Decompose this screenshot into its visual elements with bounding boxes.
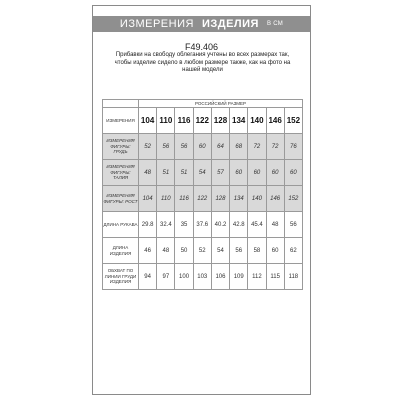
value-cell: 54 xyxy=(193,160,211,186)
table-row xyxy=(103,264,303,290)
table-row xyxy=(103,238,303,264)
value-cell: 60 xyxy=(230,160,248,186)
value-cell: 45.4 xyxy=(248,212,266,238)
value-cell: 122 xyxy=(193,186,211,212)
value-cell: 48 xyxy=(157,238,175,264)
value-cell: 58 xyxy=(248,238,266,264)
value-cell: 42.8 xyxy=(230,212,248,238)
table-row xyxy=(103,186,303,212)
value-cell: 50 xyxy=(175,238,193,264)
value-cell: 112 xyxy=(248,264,266,290)
value-cell: 103 xyxy=(193,264,211,290)
title-product: ИЗДЕЛИЯ xyxy=(201,18,259,30)
table-row xyxy=(103,160,303,186)
table-row xyxy=(103,212,303,238)
row-label: ИЗМЕРЕНИЯ ФИГУРЫ: ГРУДЬ xyxy=(103,134,139,160)
value-cell: 56 xyxy=(230,238,248,264)
value-cell: 54 xyxy=(211,238,229,264)
size-cell: 104 xyxy=(139,108,157,134)
value-cell: 51 xyxy=(175,160,193,186)
value-cell: 109 xyxy=(230,264,248,290)
value-cell: 106 xyxy=(211,264,229,290)
value-cell: 56 xyxy=(175,134,193,160)
value-cell: 134 xyxy=(230,186,248,212)
value-cell: 94 xyxy=(139,264,157,290)
value-cell: 115 xyxy=(266,264,284,290)
value-cell: 76 xyxy=(284,134,302,160)
size-table xyxy=(102,99,303,290)
size-cell: 110 xyxy=(157,108,175,134)
value-cell: 152 xyxy=(284,186,302,212)
value-cell: 146 xyxy=(266,186,284,212)
value-cell: 60 xyxy=(266,160,284,186)
table-corner-cell xyxy=(103,100,139,108)
value-cell: 140 xyxy=(248,186,266,212)
size-cell: 128 xyxy=(211,108,229,134)
table-header-row xyxy=(103,100,303,108)
value-cell: 56 xyxy=(157,134,175,160)
russian-size-header: РОССИЙСКИЙ РАЗМЕР xyxy=(139,100,303,108)
value-cell: 29.8 xyxy=(139,212,157,238)
row-label: ИЗМЕРЕНИЯ ФИГУРЫ: ТАЛИЯ xyxy=(103,160,139,186)
value-cell: 128 xyxy=(211,186,229,212)
size-row-label: ИЗМЕРЕНИЯ xyxy=(103,108,139,134)
size-cell: 140 xyxy=(248,108,266,134)
title-bar xyxy=(93,16,310,32)
value-cell: 56 xyxy=(284,212,302,238)
size-cell: 122 xyxy=(193,108,211,134)
value-cell: 72 xyxy=(266,134,284,160)
value-cell: 52 xyxy=(193,238,211,264)
value-cell: 97 xyxy=(157,264,175,290)
value-cell: 100 xyxy=(175,264,193,290)
value-cell: 35 xyxy=(175,212,193,238)
measurement-rows xyxy=(103,134,303,290)
value-cell: 48 xyxy=(266,212,284,238)
size-cell: 134 xyxy=(230,108,248,134)
title-unit: В СМ xyxy=(266,21,284,27)
size-cell: 146 xyxy=(266,108,284,134)
size-chart-sheet xyxy=(92,5,311,395)
value-cell: 60 xyxy=(193,134,211,160)
value-cell: 118 xyxy=(284,264,302,290)
row-label: ОБХВАТ ПО ЛИНИИ ГРУДИ ИЗДЕЛИЯ xyxy=(103,264,139,290)
value-cell: 110 xyxy=(157,186,175,212)
table-row xyxy=(103,134,303,160)
value-cell: 40.2 xyxy=(211,212,229,238)
title-measurements: ИЗМЕРЕНИЯ xyxy=(119,18,194,30)
row-label: ДЛИНА РУКАВА xyxy=(103,212,139,238)
value-cell: 60 xyxy=(266,238,284,264)
value-cell: 68 xyxy=(230,134,248,160)
value-cell: 64 xyxy=(211,134,229,160)
value-cell: 62 xyxy=(284,238,302,264)
value-cell: 60 xyxy=(284,160,302,186)
value-cell: 48 xyxy=(139,160,157,186)
row-label: ИЗМЕРЕНИЯ ФИГУРЫ: РОСТ xyxy=(103,186,139,212)
value-cell: 52 xyxy=(139,134,157,160)
size-cell: 116 xyxy=(175,108,193,134)
value-cell: 32.4 xyxy=(157,212,175,238)
article-number: F49.406 xyxy=(184,42,219,52)
size-row xyxy=(103,108,303,134)
value-cell: 51 xyxy=(157,160,175,186)
value-cell: 116 xyxy=(175,186,193,212)
value-cell: 104 xyxy=(139,186,157,212)
fit-note: Прибавки на свободу облегания учтены во всех размерах так, чтобы изделие сидело в любом размере также, как на фото на нашей модели xyxy=(114,52,291,73)
value-cell: 46 xyxy=(139,238,157,264)
value-cell: 60 xyxy=(248,160,266,186)
value-cell: 72 xyxy=(248,134,266,160)
size-cell: 152 xyxy=(284,108,302,134)
value-cell: 37.6 xyxy=(193,212,211,238)
row-label: ДЛИНА ИЗДЕЛИЯ xyxy=(103,238,139,264)
value-cell: 57 xyxy=(211,160,229,186)
